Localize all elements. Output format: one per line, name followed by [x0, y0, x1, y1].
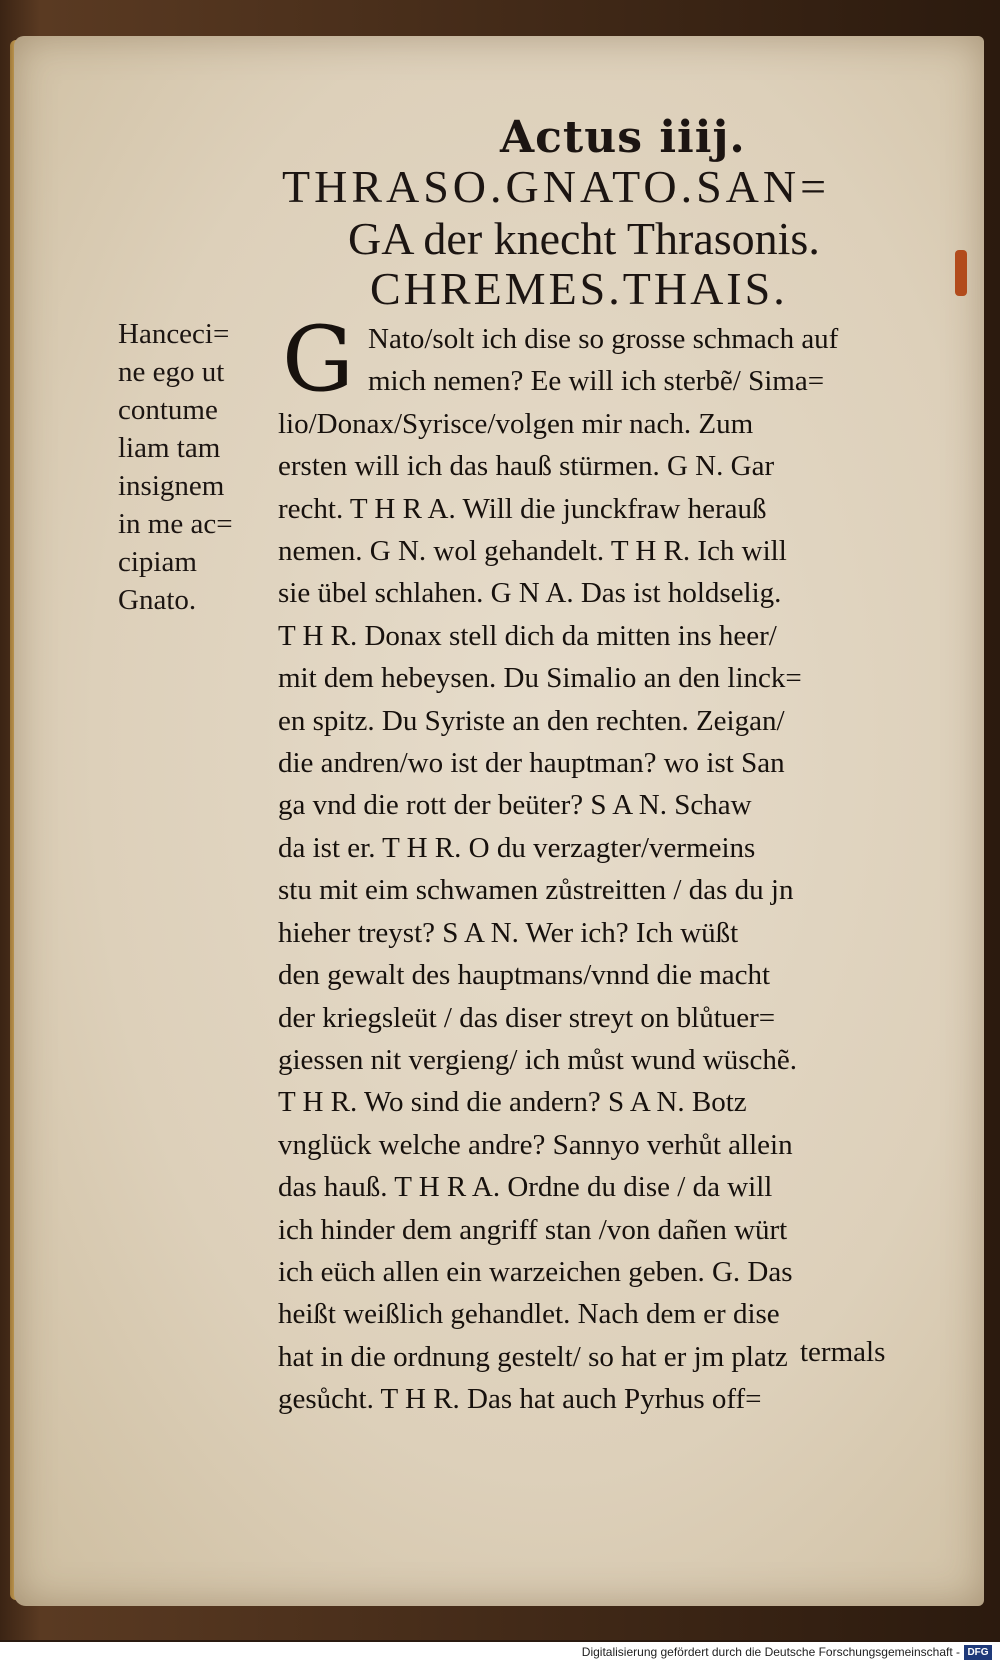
act-heading: Actus iiij. — [500, 112, 746, 163]
body-text — [278, 307, 928, 1421]
marginal-line: liam tam — [118, 432, 221, 464]
text-line: lio/Donax/Syrisce/volgen mir nach. Zum — [278, 407, 754, 440]
text-line: mit dem hebeysen. Du Simalio an den linck= — [278, 662, 802, 695]
decorated-initial: G — [282, 307, 354, 412]
text-line: heißt weißlich gehandlet. Nach dem er dise — [278, 1298, 780, 1331]
text-line: gesůcht. T H R. Das hat auch Pyrhus off= — [278, 1383, 762, 1416]
text-line: T H R. Donax stell dich da mitten ins heer/ — [278, 619, 777, 652]
text-line: die andren/wo ist der hauptman? wo ist San — [278, 747, 785, 780]
marginal-line: Hanceci= — [118, 318, 230, 350]
text-line: T H R. Wo sind die andern? S A N. Botz — [278, 1086, 747, 1119]
text-line: ich eüch allen ein warzeichen geben. G. Das — [278, 1255, 793, 1288]
marginal-line: insignem — [118, 470, 225, 502]
marginal-line: Gnato. — [118, 584, 197, 616]
catchword: termals — [800, 1336, 886, 1368]
marginal-line: contume — [118, 394, 218, 426]
marginal-line: in me ac= — [118, 508, 233, 540]
text-line: der kriegsleüt / das diser streyt on blůtuer= — [278, 1001, 776, 1034]
text-line: recht. T H R A. Will die junckfraw herauß — [278, 492, 767, 525]
text-line: das hauß. T H R A. Ordne du dise / da will — [278, 1171, 773, 1204]
footer-bar — [0, 1642, 1000, 1665]
characters-line-2: GA der knecht Thrasonis. — [348, 213, 820, 264]
text-line: ga vnd die rott der beüter? S A N. Schaw — [278, 789, 752, 822]
characters-line-1: THRASO.GNATO.SAN= — [282, 161, 831, 212]
text-line: sie übel schlahen. G N A. Das ist holdselig. — [278, 577, 782, 610]
text-line: giessen nit vergieng/ ich můst wund wüschẽ. — [278, 1043, 797, 1076]
text-line: mich nemen? Ee will ich sterbẽ/ Sima= — [368, 365, 825, 398]
text-line: Nato/solt ich dise so grosse schmach auf — [368, 323, 839, 355]
text-line: ich hinder dem angriff stan /von dañen würt — [278, 1213, 788, 1246]
bookmark-tab — [955, 250, 967, 296]
text-line: vnglück welche andre? Sannyo verhůt allein — [278, 1128, 793, 1161]
text-line: en spitz. Du Syriste an den rechten. Zeigan/ — [278, 704, 785, 737]
marginal-line: cipiam — [118, 546, 197, 578]
dfg-logo: DFG — [964, 1645, 992, 1660]
text-line: da ist er. T H R. O du verzagter/vermeins — [278, 831, 756, 864]
marginal-note — [118, 315, 278, 619]
text-line: nemen. G N. wol gehandelt. T H R. Ich will — [278, 535, 787, 568]
funding-note: Digitalisierung gefördert durch die Deutsche Forschungsgemeinschaft - — [581, 1645, 960, 1659]
text-line: den gewalt des hauptmans/vnnd die macht — [278, 959, 771, 992]
text-line: stu mit eim schwamen zůstreitten / das du jn — [278, 874, 794, 907]
characters-line-3: CHREMES.THAIS. — [370, 263, 788, 314]
marginal-line: ne ego ut — [118, 356, 225, 388]
text-line: hat in die ordnung gestelt/ so hat er jm platz — [278, 1340, 788, 1373]
text-line: hieher treyst? S A N. Wer ich? Ich wüßt — [278, 916, 739, 949]
text-line: ersten will ich das hauß stürmen. G N. Gar — [278, 450, 775, 483]
